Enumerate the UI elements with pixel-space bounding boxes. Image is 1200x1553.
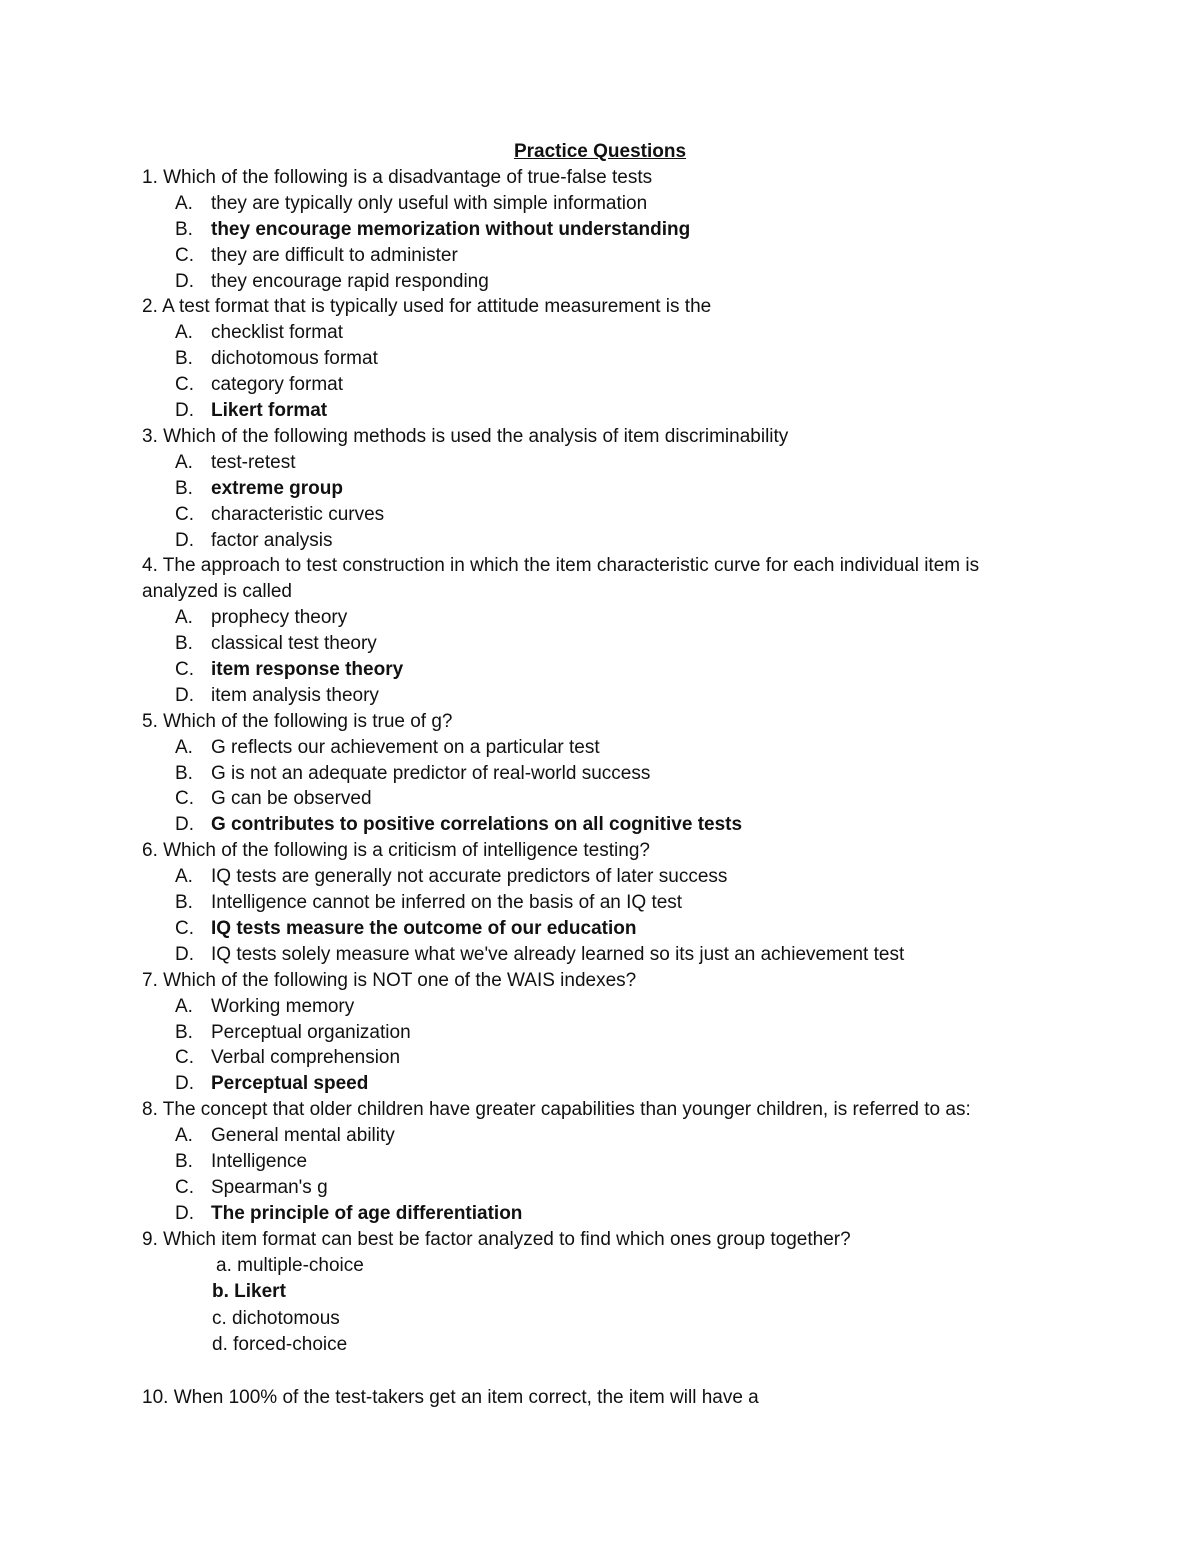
option-letter: B. [175, 1021, 193, 1043]
option-text: G reflects our achievement on a particular test [211, 736, 600, 758]
option-a [142, 994, 1042, 1020]
option-c: c. dichotomous [212, 1307, 340, 1329]
option-letter: A. [175, 866, 193, 888]
page-title: Practice Questions [513, 141, 687, 162]
option-text: Working memory [211, 995, 355, 1017]
option-a [142, 735, 1042, 761]
option-d-correct [142, 812, 1042, 838]
option-a: a. multiple-choice [216, 1254, 364, 1276]
option-text: item response theory [211, 659, 404, 680]
option-c [142, 1175, 1042, 1201]
question-stem: 6. Which of the following is a criticism of intelligence testing? [142, 840, 650, 862]
question-8 [142, 1097, 1042, 1226]
option-d [142, 683, 1042, 709]
question-2 [142, 294, 1042, 423]
option-text: dichotomous format [211, 348, 378, 370]
option-letter: B. [175, 1150, 193, 1172]
option-letter: C. [175, 503, 194, 525]
option-a [142, 191, 1042, 217]
question-stem: 7. Which of the following is NOT one of the WAIS indexes? [142, 969, 637, 991]
option-letter: C. [175, 374, 194, 396]
option-letter: B. [175, 348, 193, 370]
option-letter: C. [175, 788, 194, 810]
option-c-correct [142, 916, 1042, 942]
option-text: category format [211, 374, 343, 396]
option-text: IQ tests are generally not accurate predictors of later success [211, 866, 728, 888]
option-a [142, 1123, 1042, 1149]
question-9 [142, 1227, 1042, 1359]
question-stem: 8. The concept that older children have greater capabilities than younger children, is referred to as: [142, 1099, 971, 1121]
option-b [142, 1149, 1042, 1175]
spacer [142, 1359, 1042, 1385]
option-d [142, 269, 1042, 295]
option-text: classical test theory [211, 633, 377, 655]
option-letter: A. [175, 1125, 193, 1147]
question-6 [142, 838, 1042, 967]
question-stem: 2. A test format that is typically used for attitude measurement is the [142, 296, 712, 318]
option-d-correct [142, 1071, 1042, 1097]
option-d-correct [142, 398, 1042, 424]
option-text: they are difficult to administer [211, 244, 458, 266]
option-b-correct: b. Likert [212, 1281, 286, 1303]
option-letter: B. [175, 762, 193, 784]
question-stem: 9. Which item format can best be factor analyzed to find which ones group together? [142, 1228, 851, 1250]
option-text: characteristic curves [211, 503, 385, 525]
option-b [142, 346, 1042, 372]
question-stem: 10. When 100% of the test-takers get an item correct, the item will have a [142, 1386, 759, 1408]
option-c [142, 372, 1042, 398]
option-b [142, 631, 1042, 657]
question-stem: 1. Which of the following is a disadvantage of true-false tests [142, 167, 653, 188]
option-c-correct [142, 657, 1042, 683]
option-b-correct [142, 476, 1042, 502]
option-letter: D. [175, 943, 194, 965]
option-text: they encourage memorization without understanding [211, 218, 691, 240]
option-letter: D. [175, 684, 194, 706]
option-letter: A. [175, 995, 193, 1017]
option-text: Verbal comprehension [211, 1047, 401, 1069]
option-a [142, 450, 1042, 476]
question-3 [142, 424, 1042, 553]
question-stem: 5. Which of the following is true of g? [142, 710, 453, 732]
option-text: item analysis theory [211, 684, 379, 706]
option-b-correct [142, 217, 1042, 243]
question-4 [142, 553, 1042, 708]
option-letter: A. [175, 192, 193, 214]
option-text: General mental ability [211, 1125, 395, 1147]
option-letter: B. [175, 218, 193, 240]
question-stem: 3. Which of the following methods is used the analysis of item discriminability [142, 425, 789, 447]
questions-list [142, 165, 1042, 1410]
option-text: IQ tests measure the outcome of our education [211, 917, 637, 939]
option-letter: D. [175, 1202, 194, 1224]
option-text: they are typically only useful with simple information [211, 192, 648, 214]
option-text: Intelligence [211, 1150, 308, 1172]
option-letter: B. [175, 477, 193, 499]
option-letter: C. [175, 1176, 194, 1198]
option-letter: B. [175, 892, 193, 914]
option-c [142, 243, 1042, 269]
option-b [142, 890, 1042, 916]
option-letter: D. [175, 814, 194, 836]
option-letter: C. [175, 917, 194, 939]
option-a [142, 864, 1042, 890]
option-letter: C. [175, 659, 194, 680]
option-text: they encourage rapid responding [211, 270, 489, 292]
option-d [142, 942, 1042, 968]
option-c [142, 1045, 1042, 1071]
option-d: d. forced-choice [212, 1334, 348, 1356]
option-text: Perceptual speed [211, 1073, 369, 1095]
option-b [142, 1020, 1042, 1046]
option-letter: D. [175, 270, 194, 292]
option-text: checklist format [211, 322, 343, 344]
option-text: G can be observed [211, 788, 372, 810]
question-7 [142, 968, 1042, 1097]
option-letter: A. [175, 322, 193, 344]
question-1 [142, 165, 1042, 294]
option-letter: C. [175, 244, 194, 266]
option-letter: C. [175, 1047, 194, 1069]
option-letter: A. [175, 451, 193, 473]
option-d [142, 528, 1042, 554]
option-text: prophecy theory [211, 607, 348, 629]
option-text: IQ tests solely measure what we've already learned so its just an achievement test [211, 943, 905, 965]
question-10 [142, 1385, 1042, 1411]
question-stem: 4. The approach to test construction in which the item characteristic curve for each individual item is analyzed is called [142, 555, 980, 603]
option-d-correct [142, 1201, 1042, 1227]
option-text: test-retest [211, 451, 296, 473]
option-text: Likert format [211, 400, 328, 422]
option-text: The principle of age differentiation [211, 1202, 523, 1224]
option-letter: B. [175, 633, 193, 655]
option-a [142, 320, 1042, 346]
option-c [142, 786, 1042, 812]
option-text: G is not an adequate predictor of real-world success [211, 762, 651, 784]
option-letter: D. [175, 529, 194, 551]
option-text: G contributes to positive correlations on all cognitive tests [211, 814, 743, 836]
option-text: Spearman's g [211, 1176, 328, 1198]
option-a [142, 605, 1042, 631]
option-text: factor analysis [211, 529, 333, 551]
option-letter: A. [175, 736, 193, 758]
option-letter: D. [175, 1073, 194, 1095]
option-b [142, 761, 1042, 787]
option-text: Perceptual organization [211, 1021, 411, 1043]
question-5 [142, 709, 1042, 838]
option-text: extreme group [211, 477, 343, 499]
option-c [142, 502, 1042, 528]
option-letter: D. [175, 400, 194, 422]
option-text: Intelligence cannot be inferred on the basis of an IQ test [211, 892, 683, 914]
option-letter: A. [175, 607, 193, 629]
